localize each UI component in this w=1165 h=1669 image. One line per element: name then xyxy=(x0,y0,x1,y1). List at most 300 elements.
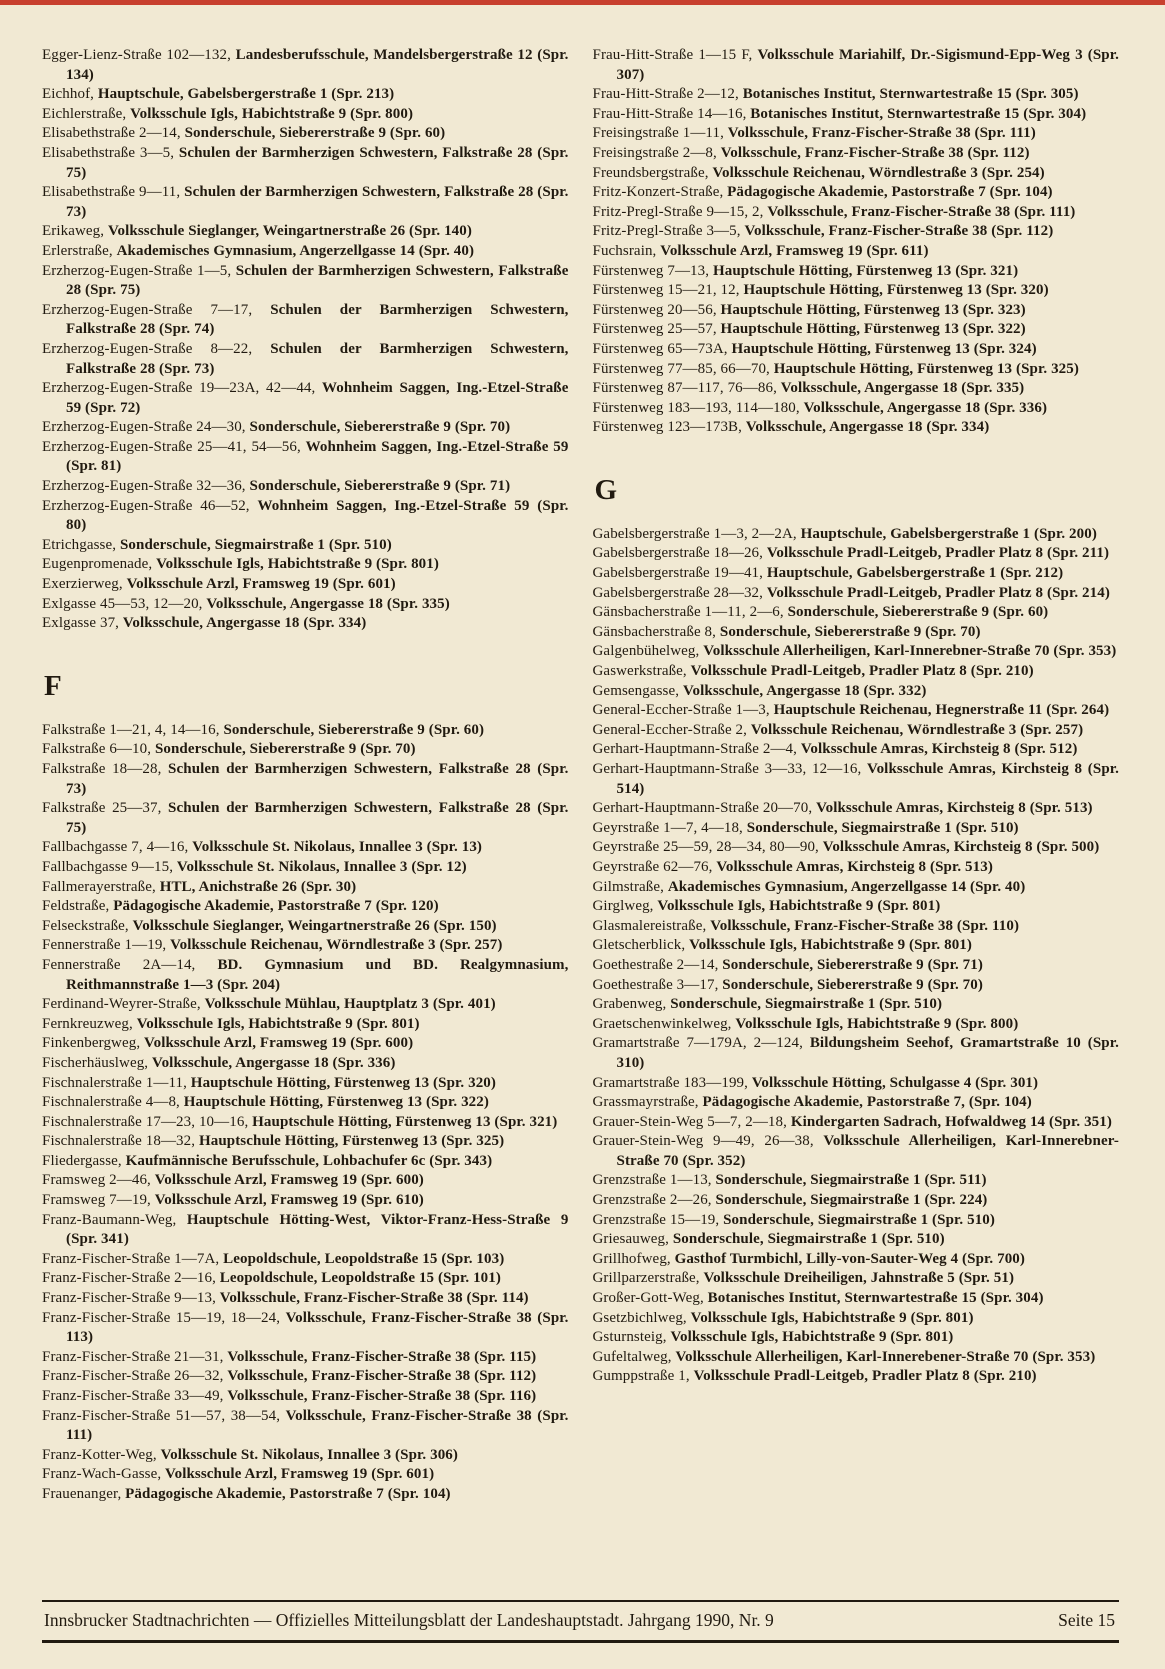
entry-detail: Volksschule Igls, Habichtstraße 9 (Spr. 801) xyxy=(690,1309,974,1326)
entry-detail: Volksschule Arzl, Framsweg 19 (Spr. 611) xyxy=(660,242,929,259)
directory-entry xyxy=(42,477,569,497)
directory-entry xyxy=(42,1407,569,1446)
entry-street: Galgenbühelweg, xyxy=(592,643,704,660)
entry-detail: Hauptschule Hötting, Fürstenweg 13 (Spr. 323) xyxy=(720,301,1026,318)
section-header-g: G xyxy=(594,473,618,506)
entry-detail: Schulen der Barmherzigen Schwestern, Falkstraße 28 (Spr. 73) xyxy=(66,761,569,797)
directory-entry xyxy=(42,1113,569,1133)
entry-street: Großer-Gott-Weg, xyxy=(592,1290,708,1307)
entry-street: Franz-Fischer-Straße 1—7A, xyxy=(42,1250,224,1267)
entry-detail: Volksschule Reichenau, Wörndlestraße 3 (Spr. 257) xyxy=(170,937,503,954)
entry-street: Erikaweg, xyxy=(42,223,108,240)
directory-entry xyxy=(42,438,569,477)
directory-entry xyxy=(42,85,569,105)
entry-detail: Volksschule, Angergasse 18 (Spr. 336) xyxy=(152,1054,396,1071)
entry-street: Gletscherblick, xyxy=(592,937,690,954)
directory-entry xyxy=(42,878,569,898)
entry-detail: Sonderschule, Siegmairstraße 1 (Spr. 510) xyxy=(746,819,1019,836)
directory-entry xyxy=(593,46,1120,85)
directory-entry xyxy=(42,379,569,418)
entry-detail: Hauptschule Hötting, Fürstenweg 13 (Spr. 321) xyxy=(252,1113,558,1130)
entry-detail: Volksschule, Angergasse 18 (Spr. 334) xyxy=(122,615,367,632)
directory-entry xyxy=(593,203,1120,223)
directory-entry xyxy=(593,1367,1120,1387)
directory-entry xyxy=(42,956,569,995)
entry-detail: Hauptschule Hötting, Fürstenweg 13 (Spr. 325) xyxy=(773,360,1079,377)
entry-detail: Volksschule, Angergasse 18 (Spr. 336) xyxy=(803,399,1048,416)
entry-street: Fallbachgasse 9—15, xyxy=(42,858,177,875)
directory-entry xyxy=(593,1309,1120,1329)
entry-street: Fritz-Konzert-Straße, xyxy=(592,184,728,201)
entry-street: Finkenbergweg, xyxy=(42,1035,145,1052)
entry-detail: Volksschule Mühlau, Hauptplatz 3 (Spr. 401) xyxy=(204,996,496,1013)
entry-street: Franz-Fischer-Straße 9—13, xyxy=(42,1290,220,1307)
entry-street: Fischnalerstraße 1—11, xyxy=(42,1074,191,1091)
directory-entry xyxy=(593,623,1120,643)
directory-entry xyxy=(593,917,1120,937)
footer-page-number: Seite 15 xyxy=(1058,1610,1115,1630)
entry-street: Freisingstraße 2—8, xyxy=(592,144,721,161)
entry-street: Fürstenweg 77—85, 66—70, xyxy=(592,360,774,377)
directory-entry xyxy=(593,1074,1120,1094)
entry-street: Goethestraße 3—17, xyxy=(592,976,723,993)
directory-entry xyxy=(42,1465,569,1485)
entry-street: General-Eccher-Straße 1—3, xyxy=(592,702,774,719)
section-header-f: F xyxy=(44,669,62,702)
entry-detail: Volksschule Igls, Habichtstraße 9 (Spr. 800) xyxy=(130,105,414,122)
entry-street: Framsweg 7—19, xyxy=(42,1192,155,1209)
directory-entry xyxy=(42,1367,569,1387)
entry-street: Girglweg, xyxy=(592,898,658,915)
directory-entry xyxy=(593,1171,1120,1191)
directory-entry xyxy=(42,1171,569,1191)
entry-street: Fennerstraße 1—19, xyxy=(42,937,171,954)
entry-detail: Wohnheim Saggen, Ing.-Etzel-Straße 59 (Spr. 72) xyxy=(66,380,569,416)
entry-street: Geyrstraße 1—7, 4—18, xyxy=(592,819,747,836)
directory-entry xyxy=(42,497,569,536)
entry-detail: Pädagogische Akademie, Pastorstraße 7 (Spr. 104) xyxy=(727,184,1053,201)
entry-detail: Volksschule Igls, Habichtstraße 9 (Spr. 801) xyxy=(136,1015,420,1032)
entry-street: Erzherzog-Eugen-Straße 24—30, xyxy=(42,419,250,436)
directory-entry xyxy=(593,721,1120,741)
entry-street: Fürstenweg 15—21, 12, xyxy=(592,282,744,299)
entry-street: Erlerstraße, xyxy=(42,242,117,259)
entry-street: Grillparzerstraße, xyxy=(592,1270,704,1287)
directory-entry xyxy=(593,1211,1120,1231)
directory-entry xyxy=(42,838,569,858)
entry-detail: Hauptschule Hötting, Fürstenweg 13 (Spr. 320) xyxy=(743,282,1049,299)
entry-detail: Sonderschule, Siegmairstraße 1 (Spr. 510) xyxy=(723,1211,995,1228)
directory-entry xyxy=(593,418,1120,438)
entry-street: Griesauweg, xyxy=(592,1231,673,1248)
entry-street: Freundsbergstraße, xyxy=(592,164,713,181)
entry-detail: Schulen der Barmherzigen Schwestern, Falkstraße 28 (Spr. 74) xyxy=(66,301,569,338)
entry-detail: Sonderschule, Siebererstraße 9 (Spr. 70) xyxy=(719,623,981,640)
directory-entry xyxy=(42,46,569,85)
entry-detail: Hauptschule Hötting, Fürstenweg 13 (Spr. 324) xyxy=(731,340,1037,357)
directory-entry xyxy=(593,379,1120,399)
entry-detail: Botanisches Institut, Sternwartestraße 15 (Spr. 304) xyxy=(707,1290,1044,1307)
entry-street: Fritz-Pregl-Straße 9—15, 2, xyxy=(592,203,768,220)
entry-street: Fürstenweg 183—193, 114—180, xyxy=(592,399,804,416)
directory-entry xyxy=(42,418,569,438)
entry-detail: Wohnheim Saggen, Ing.-Etzel-Straße 59 (Spr. 81) xyxy=(66,438,569,475)
entry-street: Grillhofweg, xyxy=(592,1250,675,1267)
directory-entry xyxy=(42,1250,569,1270)
entry-detail: Volksschule, Angergasse 18 (Spr. 332) xyxy=(682,682,927,699)
entry-street: Fallbachgasse 7, 4—16, xyxy=(42,839,193,856)
entry-detail: Leopoldschule, Leopoldstraße 15 (Spr. 103) xyxy=(223,1250,505,1267)
entry-detail: Landesberufsschule, Mandelsbergerstraße 12 (Spr. 134) xyxy=(66,47,569,83)
entry-detail: Sonderschule, Siegmairstraße 1 (Spr. 511) xyxy=(715,1172,987,1189)
directory-entry xyxy=(42,1054,569,1074)
entry-street: Erzherzog-Eugen-Straße 8—22, xyxy=(42,340,271,357)
directory-entry xyxy=(42,301,569,340)
entry-detail: Hauptschule, Gabelsbergerstraße 1 (Spr. 200) xyxy=(800,525,1097,542)
entry-street: Fernkreuzweg, xyxy=(42,1015,137,1032)
entry-detail: Sonderschule, Siebererstraße 9 (Spr. 71) xyxy=(722,956,983,973)
entry-detail: Volksschule Reichenau, Wörndlestraße 3 (Spr. 254) xyxy=(712,164,1045,181)
entry-street: Falkstraße 18—28, xyxy=(42,761,169,777)
entry-detail: Volksschule St. Nikolaus, Innallee 3 (Spr. 12) xyxy=(176,858,467,875)
entry-detail: Pädagogische Akademie, Pastorstraße 7, (Spr. 104) xyxy=(702,1094,1032,1111)
entry-detail: Volksschule Amras, Kirchsteig 8 (Spr. 514) xyxy=(616,761,1120,797)
directory-entry xyxy=(593,1269,1120,1289)
directory-entry xyxy=(593,701,1120,721)
entry-street: Erzherzog-Eugen-Straße 32—36, xyxy=(42,478,250,495)
directory-entry xyxy=(42,124,569,144)
entry-detail: Sonderschule, Siegmairstraße 1 (Spr. 510) xyxy=(119,536,392,553)
entry-detail: Volksschule Amras, Kirchsteig 8 (Spr. 500) xyxy=(822,839,1100,856)
directory-entry xyxy=(593,144,1120,164)
footer-bottom-rule xyxy=(42,1640,1119,1643)
entry-street: Exlgasse 37, xyxy=(42,615,123,632)
entry-detail: Hauptschule, Gabelsbergerstraße 1 (Spr. 212) xyxy=(766,565,1064,582)
entry-detail: Sonderschule, Siebererstraße 9 (Spr. 70) xyxy=(722,976,983,993)
directory-entry xyxy=(42,340,569,379)
entry-detail: Volksschule Igls, Habichtstraße 9 (Spr. 801) xyxy=(689,937,972,954)
directory-entry xyxy=(42,242,569,262)
directory-entry xyxy=(593,1113,1120,1133)
directory-entry xyxy=(593,1093,1120,1113)
directory-entry xyxy=(593,1132,1120,1171)
directory-entry xyxy=(593,1034,1120,1073)
directory-entry xyxy=(593,525,1120,545)
entry-detail: Sonderschule, Siebererstraße 9 (Spr. 60) xyxy=(184,125,446,142)
entry-street: Fürstenweg 87—117, 76—86, xyxy=(592,380,781,397)
directory-entry xyxy=(42,1348,569,1368)
directory-entry xyxy=(593,544,1120,564)
entry-street: Grenzstraße 2—26, xyxy=(592,1192,716,1209)
directory-entry xyxy=(42,740,569,760)
entry-street: Feldstraße, xyxy=(42,898,114,915)
entry-detail: Volksschule Pradl-Leitgeb, Pradler Platz 8 (Spr. 214) xyxy=(766,584,1110,601)
directory-column-left xyxy=(42,46,569,1505)
entry-street: Grauer-Stein-Weg 9—49, 26—38, xyxy=(592,1133,824,1150)
entry-detail: Kaufmännische Berufsschule, Lohbachufer 6c (Spr. 343) xyxy=(125,1152,493,1169)
entry-detail: Volksschule, Franz-Fischer-Straße 38 (Spr. 112) xyxy=(227,1368,537,1385)
directory-entry xyxy=(593,301,1120,321)
entry-street: Grassmayrstraße, xyxy=(592,1094,703,1111)
directory-entry xyxy=(593,760,1120,799)
entry-detail: Volksschule, Franz-Fischer-Straße 38 (Spr. 110) xyxy=(710,917,1020,934)
entry-street: Erzherzog-Eugen-Straße 19—23A, 42—44, xyxy=(42,380,323,397)
directory-entry xyxy=(593,603,1120,623)
entry-detail: Sonderschule, Siegmairstraße 1 (Spr. 224) xyxy=(715,1192,988,1209)
entry-detail: Akademisches Gymnasium, Angerzellgasse 14 (Spr. 40) xyxy=(667,878,1026,895)
directory-entry xyxy=(42,995,569,1015)
entry-street: Geyrstraße 62—76, xyxy=(592,858,717,875)
entry-detail: Sonderschule, Siegmairstraße 1 (Spr. 510) xyxy=(670,996,943,1013)
directory-entry xyxy=(42,595,569,615)
entry-street: Goethestraße 2—14, xyxy=(592,956,723,973)
entry-street: Franz-Fischer-Straße 26—32, xyxy=(42,1368,228,1385)
directory-entry xyxy=(42,222,569,242)
directory-entry xyxy=(593,340,1120,360)
entry-street: General-Eccher-Straße 2, xyxy=(592,721,751,738)
entry-street: Ferdinand-Weyrer-Straße, xyxy=(42,996,205,1013)
entry-street: Franz-Fischer-Straße 15—19, 18—24, xyxy=(42,1309,286,1326)
entry-street: Egger-Lienz-Straße 102—132, xyxy=(42,47,236,63)
entry-detail: Volksschule, Angergasse 18 (Spr. 335) xyxy=(780,380,1025,397)
entry-detail: Bildungsheim Seehof, Gramartstraße 10 (Spr. 310) xyxy=(616,1035,1119,1071)
entry-detail: Volksschule, Franz-Fischer-Straße 38 (Spr. 115) xyxy=(227,1348,537,1365)
entry-detail: Leopoldschule, Leopoldstraße 15 (Spr. 101) xyxy=(219,1270,501,1287)
directory-entry xyxy=(593,819,1120,839)
entry-detail: Hauptschule Reichenau, Hegnerstraße 11 (Spr. 264) xyxy=(773,702,1110,719)
directory-entry xyxy=(42,1387,569,1407)
entry-detail: Volksschule Igls, Habichtstraße 9 (Spr. 800) xyxy=(735,1015,1019,1032)
entry-detail: Volksschule Mariahilf, Dr.-Sigismund-Epp-Weg 3 (Spr. 307) xyxy=(616,47,1119,83)
entry-street: Gsturnsteig, xyxy=(592,1329,671,1346)
entry-street: Exerzierweg, xyxy=(42,576,127,593)
entry-street: Fischnalerstraße 4—8, xyxy=(42,1094,184,1111)
entry-detail: Volksschule Sieglanger, Weingartnerstraße 26 (Spr. 140) xyxy=(107,223,472,240)
entry-street: Fischerhäuslweg, xyxy=(42,1054,153,1071)
entry-detail: Volksschule, Franz-Fischer-Straße 38 (Spr. 116) xyxy=(227,1388,537,1404)
entry-detail: Volksschule Igls, Habichtstraße 9 (Spr. 801) xyxy=(670,1329,954,1346)
entry-street: Etrichgasse, xyxy=(42,536,120,553)
directory-entry xyxy=(42,1015,569,1035)
directory-column-right xyxy=(593,46,1120,1387)
directory-entry xyxy=(593,183,1120,203)
entry-detail: Volksschule Arzl, Framsweg 19 (Spr. 601) xyxy=(165,1466,435,1483)
directory-entry xyxy=(593,242,1120,262)
entry-street: Franz-Wach-Gasse, xyxy=(42,1466,166,1483)
entry-detail: Volksschule, Angergasse 18 (Spr. 335) xyxy=(206,595,450,612)
entry-street: Gilmstraße, xyxy=(592,878,668,895)
entry-street: Fennerstraße 2A—14, xyxy=(42,956,218,973)
entry-street: Franz-Kotter-Weg, xyxy=(42,1446,161,1463)
entry-detail: Hauptschule Hötting, Fürstenweg 13 (Spr. 321) xyxy=(712,262,1019,279)
directory-entry xyxy=(42,799,569,838)
directory-entry xyxy=(42,614,569,634)
entry-detail: Volksschule Igls, Habichtstraße 9 (Spr. 801) xyxy=(156,556,439,573)
directory-entry xyxy=(42,1132,569,1152)
directory-entry xyxy=(42,1191,569,1211)
entry-street: Gerhart-Hauptmann-Straße 2—4, xyxy=(592,741,801,758)
entry-street: Gabelsbergerstraße 28—32, xyxy=(592,584,767,601)
entry-detail: Volksschule Allerheiligen, Karl-Innerebner-Straße 70 (Spr. 352) xyxy=(616,1133,1119,1169)
entry-street: Erzherzog-Eugen-Straße 46—52, xyxy=(42,497,258,514)
directory-entry xyxy=(42,1485,569,1505)
entry-street: Grabenweg, xyxy=(592,996,671,1013)
directory-entry xyxy=(593,281,1120,301)
directory-entry xyxy=(593,642,1120,662)
entry-detail: Volksschule Pradl-Leitgeb, Pradler Platz 8 (Spr. 210) xyxy=(690,663,1034,680)
directory-entry xyxy=(42,760,569,799)
entry-street: Fritz-Pregl-Straße 3—5, xyxy=(592,223,745,240)
entry-detail: Volksschule Igls, Habichtstraße 9 (Spr. 801) xyxy=(657,898,941,915)
directory-entry xyxy=(593,995,1120,1015)
directory-entry xyxy=(42,1093,569,1113)
directory-entry xyxy=(593,320,1120,340)
entry-detail: Hauptschule Hötting, Fürstenweg 13 (Spr. 322) xyxy=(720,321,1026,338)
entry-street: Gufeltalweg, xyxy=(592,1348,676,1365)
entry-detail: Volksschule, Franz-Fischer-Straße 38 (Spr. 113) xyxy=(66,1309,569,1346)
entry-detail: Pädagogische Akademie, Pastorstraße 7 (Spr. 120) xyxy=(113,898,439,915)
directory-entry xyxy=(593,360,1120,380)
entry-street: Elisabethstraße 2—14, xyxy=(42,125,185,142)
entry-street: Falkstraße 25—37, xyxy=(42,800,169,817)
directory-entry xyxy=(42,1074,569,1094)
directory-columns xyxy=(42,46,1119,1600)
entry-detail: Volksschule Pradl-Leitgeb, Pradler Platz 8 (Spr. 211) xyxy=(766,545,1110,562)
entry-detail: HTL, Anichstraße 26 (Spr. 30) xyxy=(159,878,357,895)
entry-detail: Volksschule Pradl-Leitgeb, Pradler Platz 8 (Spr. 210) xyxy=(693,1368,1037,1385)
directory-entry xyxy=(593,564,1120,584)
entry-detail: Sonderschule, Siegmairstraße 1 (Spr. 510) xyxy=(672,1231,945,1248)
entry-detail: Hauptschule Hötting-West, Viktor-Franz-Hess-Straße 9 (Spr. 341) xyxy=(66,1211,569,1248)
entry-detail: Hauptschule Hötting, Fürstenweg 13 (Spr. 325) xyxy=(198,1133,505,1150)
directory-entry xyxy=(593,858,1120,878)
entry-street: Gemsengasse, xyxy=(592,682,683,699)
directory-entry xyxy=(593,399,1120,419)
entry-detail: Schulen der Barmherzigen Schwestern, Falkstraße 28 (Spr. 73) xyxy=(66,340,569,377)
entry-street: Elisabethstraße 3—5, xyxy=(42,144,179,161)
entry-street: Elisabethstraße 9—11, xyxy=(42,184,185,201)
directory-entry xyxy=(42,1309,569,1348)
entry-street: Grenzstraße 1—13, xyxy=(592,1172,716,1189)
footer-publication-line: Innsbrucker Stadtnachrichten — Offizielles Mitteilungsblatt der Landeshauptstadt. Jahrgang 1990, Nr. 9 xyxy=(44,1610,774,1630)
directory-entry xyxy=(42,858,569,878)
entry-detail: Schulen der Barmherzigen Schwestern, Falkstraße 28 (Spr. 73) xyxy=(66,184,569,220)
entry-detail: Sonderschule, Siebererstraße 9 (Spr. 70) xyxy=(154,741,416,758)
entry-detail: Botanisches Institut, Sternwartestraße 15 (Spr. 304) xyxy=(750,105,1087,122)
entry-detail: Sonderschule, Siebererstraße 9 (Spr. 60) xyxy=(223,721,485,738)
entry-street: Gänsbacherstraße 1—11, 2—6, xyxy=(592,604,788,621)
entry-street: Grauer-Stein-Weg 5—7, 2—18, xyxy=(592,1113,791,1130)
entry-detail: Volksschule Arzl, Framsweg 19 (Spr. 610) xyxy=(154,1192,424,1209)
entry-street: Gramartstraße 183—199, xyxy=(592,1074,752,1091)
entry-detail: Sonderschule, Siebererstraße 9 (Spr. 71) xyxy=(249,478,511,495)
entry-detail: Sonderschule, Siebererstraße 9 (Spr. 70) xyxy=(249,419,511,436)
entry-street: Fürstenweg 20—56, xyxy=(592,301,721,318)
directory-entry xyxy=(593,838,1120,858)
entry-detail: Volksschule, Franz-Fischer-Straße 38 (Spr. 111) xyxy=(727,125,1036,142)
directory-entry xyxy=(593,164,1120,184)
directory-entry xyxy=(593,682,1120,702)
directory-entry xyxy=(42,721,569,741)
entry-detail: Volksschule Arzl, Framsweg 19 (Spr. 600) xyxy=(144,1035,414,1052)
entry-detail: Volksschule Allerheiligen, Karl-Innerebner-Straße 70 (Spr. 353) xyxy=(703,643,1117,660)
entry-street: Grenzstraße 15—19, xyxy=(592,1211,724,1228)
entry-street: Fürstenweg 123—173B, xyxy=(592,419,746,436)
directory-entry xyxy=(593,936,1120,956)
entry-detail: Wohnheim Saggen, Ing.-Etzel-Straße 59 (Spr. 80) xyxy=(66,497,569,534)
entry-street: Franz-Fischer-Straße 21—31, xyxy=(42,1348,228,1365)
entry-street: Frau-Hitt-Straße 2—12, xyxy=(592,86,743,103)
directory-entry xyxy=(593,1191,1120,1211)
entry-street: Frau-Hitt-Straße 14—16, xyxy=(592,105,751,122)
directory-entry xyxy=(42,1211,569,1250)
entry-detail: Volksschule Amras, Kirchsteig 8 (Spr. 512) xyxy=(800,741,1078,758)
entry-detail: Volksschule St. Nikolaus, Innallee 3 (Spr. 13) xyxy=(192,839,483,856)
entry-street: Freisingstraße 1—11, xyxy=(592,125,728,142)
directory-entry xyxy=(42,555,569,575)
entry-detail: Volksschule, Franz-Fischer-Straße 38 (Spr. 111) xyxy=(767,203,1076,220)
entry-detail: BD. Gymnasium und BD. Realgymnasium, Reithmannstraße 1—3 (Spr. 204) xyxy=(66,956,569,993)
entry-street: Gaswerkstraße, xyxy=(592,663,691,680)
entry-street: Erzherzog-Eugen-Straße 25—41, 54—56, xyxy=(42,438,306,455)
directory-entry xyxy=(42,1289,569,1309)
directory-entry xyxy=(593,956,1120,976)
directory-entry xyxy=(593,1015,1120,1035)
entry-detail: Volksschule Arzl, Framsweg 19 (Spr. 601) xyxy=(126,576,396,593)
directory-entry xyxy=(593,262,1120,282)
directory-entry xyxy=(593,1289,1120,1309)
entry-detail: Volksschule Reichenau, Wörndlestraße 3 (Spr. 257) xyxy=(750,721,1084,738)
entry-street: Frau-Hitt-Straße 1—15 F, xyxy=(592,47,758,63)
entry-street: Graetschenwinkelweg, xyxy=(592,1015,736,1032)
entry-detail: Akademisches Gymnasium, Angerzellgasse 14 (Spr. 40) xyxy=(116,242,475,259)
entry-detail: Volksschule Dreiheiligen, Jahnstraße 5 (Spr. 51) xyxy=(703,1270,1015,1287)
directory-entry xyxy=(42,936,569,956)
entry-street: Fischnalerstraße 17—23, 10—16, xyxy=(42,1113,253,1130)
entry-street: Gabelsbergerstraße 1—3, 2—2A, xyxy=(592,525,801,542)
entry-street: Gabelsbergerstraße 19—41, xyxy=(592,565,767,582)
entry-street: Fliedergasse, xyxy=(42,1152,126,1169)
entry-detail: Schulen der Barmherzigen Schwestern, Falkstraße 28 (Spr. 75) xyxy=(66,144,569,181)
entry-street: Felseckstraße, xyxy=(42,917,133,934)
directory-entry xyxy=(42,897,569,917)
entry-street: Geyrstraße 25—59, 28—34, 80—90, xyxy=(592,839,823,856)
entry-street: Franz-Fischer-Straße 51—57, 38—54, xyxy=(42,1407,286,1424)
entry-detail: Kindergarten Sadrach, Hofwaldweg 14 (Spr. 351) xyxy=(790,1113,1112,1130)
entry-street: Fürstenweg 25—57, xyxy=(592,321,721,338)
entry-street: Eichhof, xyxy=(42,86,98,103)
directory-entry xyxy=(593,584,1120,604)
entry-street: Frauenanger, xyxy=(42,1485,126,1502)
directory-entry xyxy=(593,222,1120,242)
page-top-edge-strip xyxy=(0,0,1165,5)
entry-detail: Gasthof Turmbichl, Lilly-von-Sauter-Weg 4 (Spr. 700) xyxy=(674,1250,1026,1267)
directory-entry xyxy=(42,262,569,301)
directory-entry xyxy=(42,1269,569,1289)
directory-entry xyxy=(593,105,1120,125)
entry-street: Glasmalereistraße, xyxy=(592,917,711,934)
entry-street: Franz-Fischer-Straße 2—16, xyxy=(42,1270,220,1287)
entry-street: Eichlerstraße, xyxy=(42,105,131,122)
entry-street: Gerhart-Hauptmann-Straße 20—70, xyxy=(592,800,817,817)
entry-detail: Hauptschule Hötting, Fürstenweg 13 (Spr. 320) xyxy=(190,1074,497,1091)
directory-entry xyxy=(593,1348,1120,1368)
entry-street: Gramartstraße 7—179A, 2—124, xyxy=(592,1035,810,1052)
entry-street: Franz-Baumann-Weg, xyxy=(42,1211,187,1228)
entry-street: Erzherzog-Eugen-Straße 7—17, xyxy=(42,301,271,318)
directory-entry xyxy=(42,1446,569,1466)
entry-detail: Sonderschule, Siebererstraße 9 (Spr. 60) xyxy=(787,604,1049,621)
